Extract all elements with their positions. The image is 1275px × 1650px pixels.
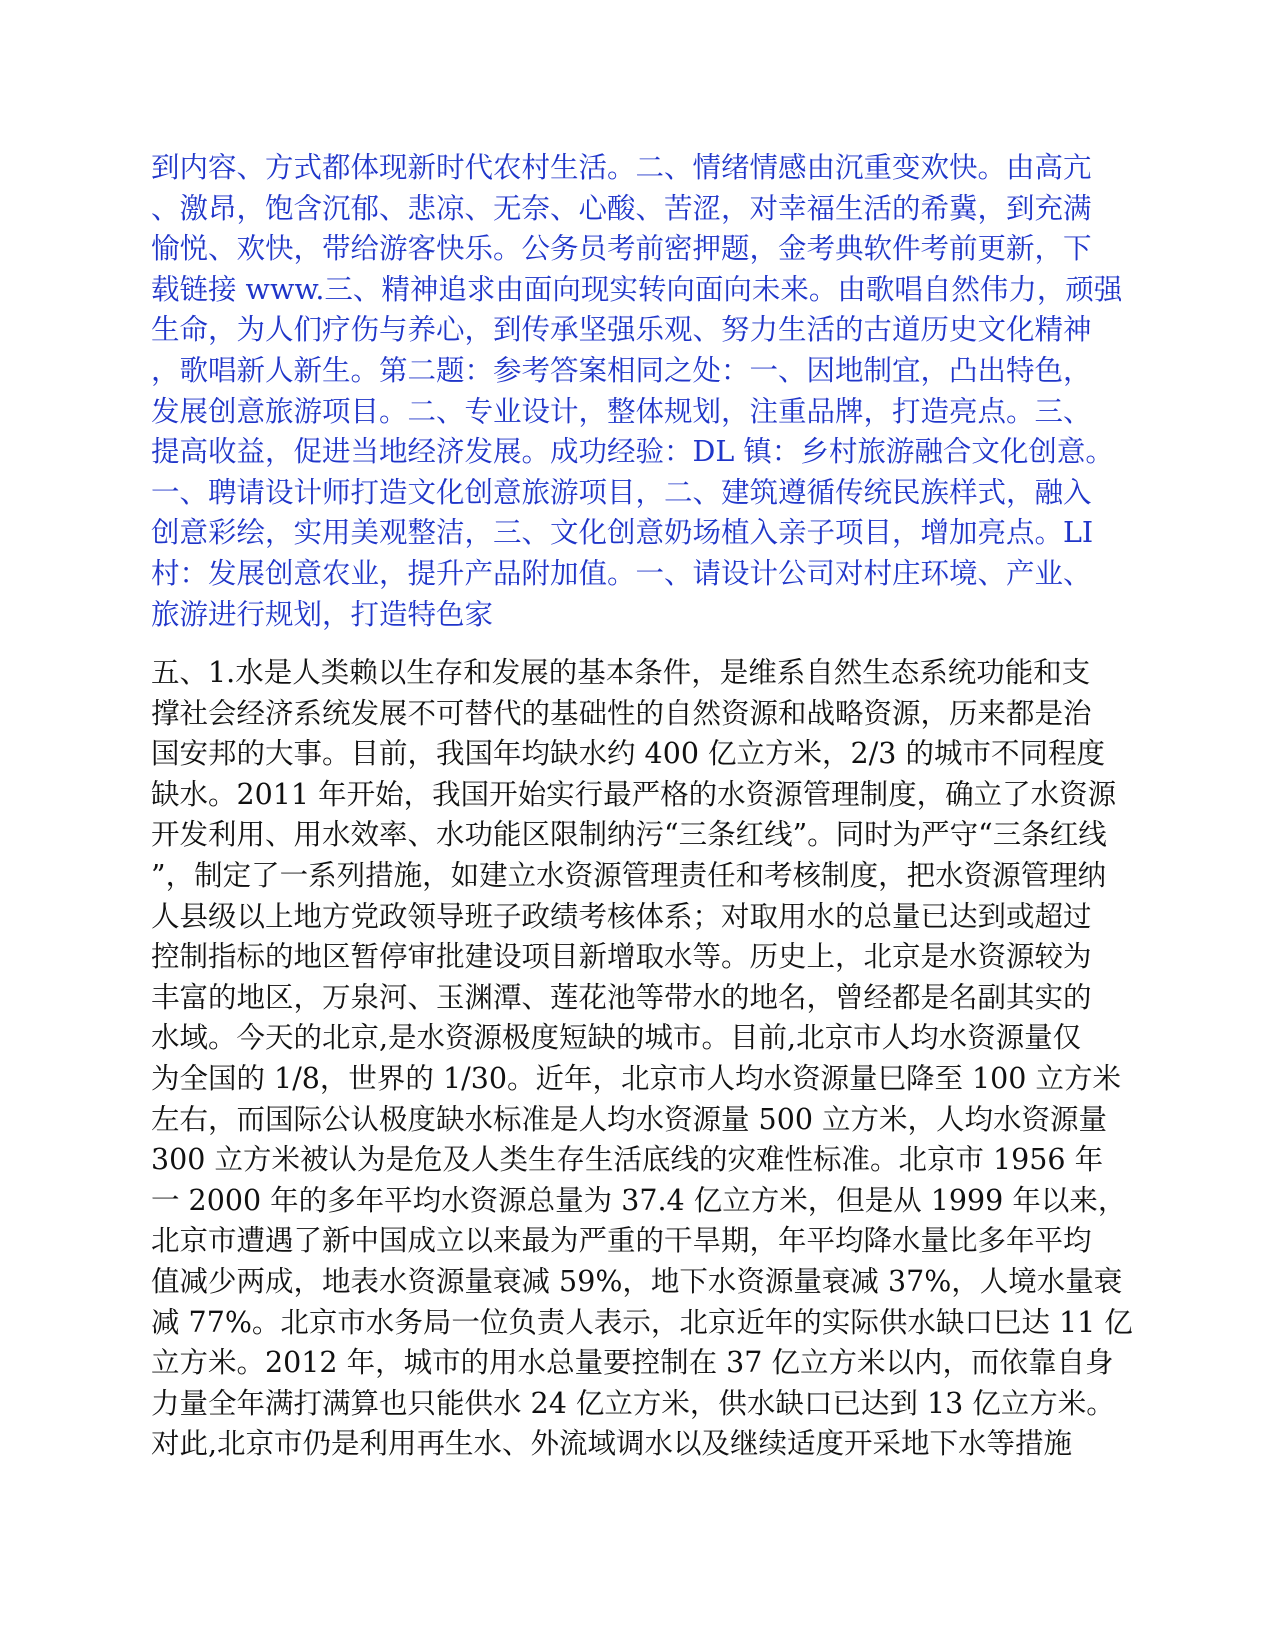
text-line: 北京市遭遇了新中国成立以来最为严重的干旱期，年平均降水量比多年平均: [151, 1224, 1092, 1258]
text-line: 、激昂，饱含沉郁、悲凉、无奈、心酸、苦涩，对幸福生活的希冀，到充满: [151, 191, 1092, 225]
text-line: 一 2000 年的多年平均水资源总量为 37.4 亿立方米，但是从 1999 年以来，: [151, 1183, 1127, 1217]
text-line: 旅游进行规划，打造特色家: [151, 597, 494, 631]
text-line: 控制指标的地区暂停审批建设项目新增取水等。历史上，北京是水资源较为: [151, 940, 1092, 974]
text-line: 提高收益，促进当地经济发展。成功经验：DL 镇：乡村旅游融合文化创意。: [151, 435, 1114, 469]
text-line: 发展创意旅游项目。二、专业设计，整体规划，注重品牌，打造亮点。三、: [151, 394, 1092, 428]
text-line: ”，制定了一系列措施，如建立水资源管理责任和考核制度，把水资源管理纳: [151, 858, 1107, 892]
text-line: 人县级以上地方党政领导班子政绩考核体系；对取用水的总量已达到或超过: [151, 899, 1092, 933]
text-line: 立方米。2012 年，城市的用水总量要控制在 37 亿立方米以内，而依靠自身: [151, 1346, 1114, 1380]
text-line: 到内容、方式都体现新时代农村生活。二、情绪情感由沉重变欢快。由高亢: [151, 151, 1092, 184]
text-line: 为全国的 1/8，世界的 1/30。近年，北京市人均水资源量巳降至 100 立方米: [151, 1061, 1122, 1095]
text-line: 一、聘请设计师打造文化创意旅游项目，二、建筑遵循传统民族样式，融入: [151, 475, 1092, 509]
text-line: 水域。今天的北京,是水资源极度短缺的城市。目前,北京市人均水资源量仅: [151, 1021, 1082, 1055]
text-line: 载链接 www.三、精神追求由面向现实转向面向未来。由歌唱自然伟力，顽强: [151, 272, 1123, 306]
text-line: 愉悦、欢快，带给游客快乐。公务员考前密押题，金考典软件考前更新，下: [151, 232, 1092, 266]
text-line: 力量全年满打满算也只能供水 24 亿立方米，供水缺口已达到 13 亿立方米。: [151, 1386, 1115, 1420]
question-paragraph: [151, 653, 1131, 1465]
text-line: 缺水。2011 年开始，我国开始实行最严格的水资源管理制度，确立了水资源: [151, 777, 1117, 811]
text-line: 300 立方米被认为是危及人类生存生活底线的灾难性标准。北京市 1956 年: [151, 1143, 1104, 1177]
text-line: 丰富的地区，万泉河、玉渊潭、莲花池等带水的地名，曾经都是名副其实的: [151, 980, 1092, 1014]
text-line: 创意彩绘，实用美观整洁，三、文化创意奶场植入亲子项目，增加亮点。LI: [151, 516, 1094, 550]
text-line: 开发利用、用水效率、水功能区限制纳污“三条红线”。同时为严守“三条红线: [151, 818, 1107, 852]
text-line: ，歌唱新人新生。第二题：参考答案相同之处：一、因地制宜，凸出特色，: [151, 353, 1092, 387]
text-line: 左右，而国际公认极度缺水标准是人均水资源量 500 立方米，人均水资源量: [151, 1102, 1108, 1136]
text-line: 国安邦的大事。目前，我国年均缺水约 400 亿立方米，2/3 的城市不同程度: [151, 737, 1105, 771]
text-line: 减 77%。北京市水务局一位负责人表示，北京近年的实际供水缺口巳达 11 亿: [151, 1305, 1133, 1339]
text-line: 撑社会经济系统发展不可替代的基础性的自然资源和战略资源，历来都是治: [151, 696, 1092, 730]
text-line: 值减少两成，地表水资源量衰减 59%，地下水资源量衰减 37%，人境水量衰: [151, 1264, 1123, 1298]
text-line: 五、1.水是人类赖以生存和发展的基本条件，是维系自然生态系统功能和支: [151, 656, 1091, 689]
answer-paragraph: [151, 148, 1131, 635]
text-line: 生命，为人们疗伤与养心，到传承坚强乐观、努力生活的古道历史文化精神: [151, 313, 1092, 347]
text-line: 对此,北京市仍是利用再生水、外流域调水以及继续适度开采地下水等措施: [151, 1427, 1073, 1461]
text-line: 村：发展创意农业，提升产品附加值。一、请设计公司对村庄环境、产业、: [151, 556, 1092, 590]
